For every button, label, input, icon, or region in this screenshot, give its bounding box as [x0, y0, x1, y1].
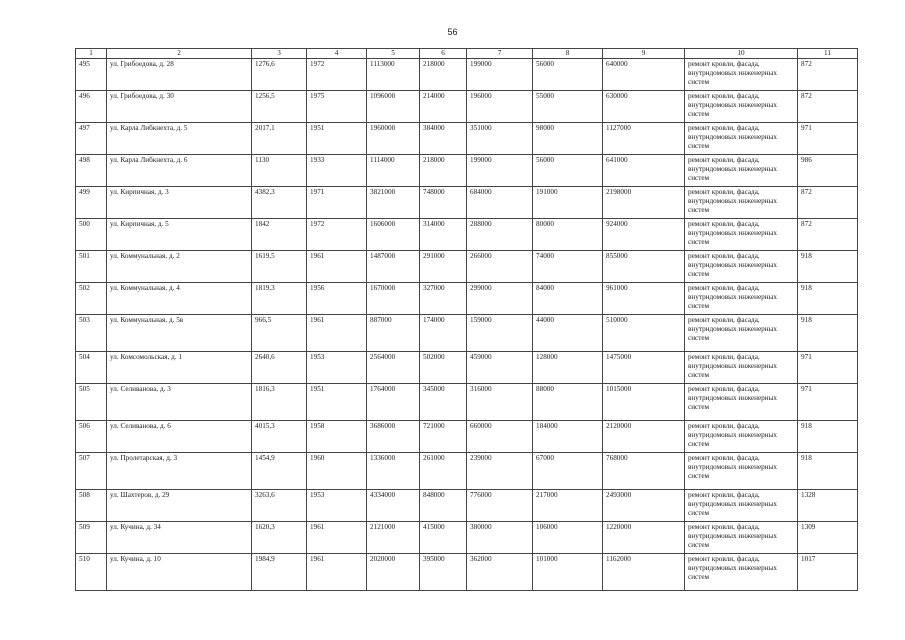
cell-address: ул. Коммунальная, д. 2: [107, 251, 252, 283]
cell-cost-7: 776000: [467, 490, 533, 522]
cell-area: 1816,3: [252, 384, 307, 421]
cell-cost-7: 199000: [467, 155, 533, 187]
cell-rate: 872: [798, 59, 858, 91]
cell-total-cost: 2020000: [367, 554, 420, 591]
cell-year: 1961: [307, 554, 367, 591]
cell-cost-9: 640000: [603, 59, 685, 91]
cell-cost-6: 291000: [420, 251, 467, 283]
column-header-1: 1: [76, 49, 107, 59]
cell-work-type: ремонт кровли, фасада, внутридомовых инженерных систем: [685, 421, 798, 453]
cell-total-cost: 1670000: [367, 283, 420, 315]
cell-cost-9: 961000: [603, 283, 685, 315]
cell-rate: 1328: [798, 490, 858, 522]
cell-cost-8: 88000: [533, 384, 603, 421]
cell-cost-7: 199000: [467, 59, 533, 91]
cell-area: 4015,3: [252, 421, 307, 453]
cell-area: 1619,5: [252, 251, 307, 283]
cell-address: ул. Коммунальная, д. 4: [107, 283, 252, 315]
cell-rate: 971: [798, 384, 858, 421]
cell-address: ул. Селиванова, д. 6: [107, 421, 252, 453]
cell-row-number: 509: [76, 522, 107, 554]
cell-cost-9: 630000: [603, 91, 685, 123]
cell-year: 1951: [307, 123, 367, 155]
header-row: [76, 49, 858, 59]
cell-row-number: 501: [76, 251, 107, 283]
cell-year: 1958: [307, 421, 367, 453]
cell-year: 1975: [307, 91, 367, 123]
cell-year: 1971: [307, 187, 367, 219]
table-row: [76, 283, 858, 315]
cell-rate: 971: [798, 123, 858, 155]
cell-work-type: ремонт кровли, фасада, внутридомовых инженерных систем: [685, 251, 798, 283]
cell-cost-6: 314000: [420, 219, 467, 251]
column-header-10: 10: [685, 49, 798, 59]
cell-work-type: ремонт кровли, фасада, внутридомовых инженерных систем: [685, 219, 798, 251]
cell-cost-6: 415000: [420, 522, 467, 554]
cell-year: 1951: [307, 384, 367, 421]
cell-area: 966,5: [252, 315, 307, 352]
cell-total-cost: 3686000: [367, 421, 420, 453]
table-row: [76, 554, 858, 591]
cell-address: ул. Кирпичная, д. 3: [107, 187, 252, 219]
cell-area: 1454,9: [252, 453, 307, 490]
cell-total-cost: 887000: [367, 315, 420, 352]
cell-address: ул. Пролетарская, д. 3: [107, 453, 252, 490]
cell-cost-8: 80000: [533, 219, 603, 251]
cell-row-number: 506: [76, 421, 107, 453]
cell-cost-8: 67000: [533, 453, 603, 490]
cell-work-type: ремонт кровли, фасада, внутридомовых инженерных систем: [685, 283, 798, 315]
cell-area: 1620,3: [252, 522, 307, 554]
cell-work-type: ремонт кровли, фасада, внутридомовых инженерных систем: [685, 123, 798, 155]
cell-year: 1956: [307, 283, 367, 315]
cell-address: ул. Карла Либкнехта, д. 5: [107, 123, 252, 155]
cell-area: 1256,5: [252, 91, 307, 123]
cell-cost-8: 191000: [533, 187, 603, 219]
column-header-5: 5: [367, 49, 420, 59]
cell-cost-7: 159000: [467, 315, 533, 352]
cell-row-number: 507: [76, 453, 107, 490]
cell-year: 1961: [307, 251, 367, 283]
cell-cost-7: 459000: [467, 352, 533, 384]
cell-work-type: ремонт кровли, фасада, внутридомовых инженерных систем: [685, 155, 798, 187]
cell-area: 1276,6: [252, 59, 307, 91]
table-row: [76, 91, 858, 123]
cell-cost-6: 261000: [420, 453, 467, 490]
cell-row-number: 495: [76, 59, 107, 91]
cell-work-type: ремонт кровли, фасада, внутридомовых инженерных систем: [685, 59, 798, 91]
cell-cost-6: 345000: [420, 384, 467, 421]
cell-cost-9: 855000: [603, 251, 685, 283]
column-header-7: 7: [467, 49, 533, 59]
cell-cost-8: 184000: [533, 421, 603, 453]
table-row: [76, 187, 858, 219]
cell-address: ул. Грибоедова, д. 30: [107, 91, 252, 123]
cell-address: ул. Грибоедова, д. 28: [107, 59, 252, 91]
cell-total-cost: 1113000: [367, 59, 420, 91]
cell-row-number: 499: [76, 187, 107, 219]
cell-cost-6: 327000: [420, 283, 467, 315]
cell-cost-8: 84000: [533, 283, 603, 315]
cell-cost-6: 174000: [420, 315, 467, 352]
table-row: [76, 490, 858, 522]
cell-address: ул. Кучина, д. 34: [107, 522, 252, 554]
table-row: [76, 384, 858, 421]
cell-cost-6: 721000: [420, 421, 467, 453]
cell-cost-8: 98000: [533, 123, 603, 155]
cell-row-number: 500: [76, 219, 107, 251]
cell-cost-6: 218000: [420, 155, 467, 187]
table-row: [76, 421, 858, 453]
cell-address: ул. Селиванова, д. 3: [107, 384, 252, 421]
table-row: [76, 522, 858, 554]
cell-work-type: ремонт кровли, фасада, внутридомовых инженерных систем: [685, 384, 798, 421]
cell-cost-7: 239000: [467, 453, 533, 490]
cell-cost-7: 660000: [467, 421, 533, 453]
cell-row-number: 505: [76, 384, 107, 421]
cell-cost-7: 316000: [467, 384, 533, 421]
cell-rate: 918: [798, 421, 858, 453]
table-row: [76, 123, 858, 155]
cell-rate: 918: [798, 315, 858, 352]
cell-row-number: 496: [76, 91, 107, 123]
cell-cost-6: 748000: [420, 187, 467, 219]
cell-area: 1819,3: [252, 283, 307, 315]
cell-rate: 1017: [798, 554, 858, 591]
cell-area: 1130: [252, 155, 307, 187]
cell-cost-9: 768000: [603, 453, 685, 490]
table-row: [76, 251, 858, 283]
cell-rate: 971: [798, 352, 858, 384]
cell-cost-6: 848000: [420, 490, 467, 522]
cell-cost-8: 128000: [533, 352, 603, 384]
cell-rate: 918: [798, 453, 858, 490]
cell-rate: 918: [798, 283, 858, 315]
cell-cost-7: 351000: [467, 123, 533, 155]
cell-cost-7: 288000: [467, 219, 533, 251]
cell-work-type: ремонт кровли, фасада, внутридомовых инженерных систем: [685, 522, 798, 554]
cell-cost-8: 44000: [533, 315, 603, 352]
cell-rate: 1309: [798, 522, 858, 554]
cell-cost-9: 2493000: [603, 490, 685, 522]
cell-cost-9: 510000: [603, 315, 685, 352]
cell-work-type: ремонт кровли, фасада, внутридомовых инженерных систем: [685, 490, 798, 522]
column-header-9: 9: [603, 49, 685, 59]
cell-total-cost: 1764000: [367, 384, 420, 421]
cell-cost-9: 1015000: [603, 384, 685, 421]
cell-area: 4382,3: [252, 187, 307, 219]
cell-year: 1953: [307, 490, 367, 522]
cell-area: 1984,9: [252, 554, 307, 591]
cell-rate: 872: [798, 219, 858, 251]
cell-work-type: ремонт кровли, фасада, внутридомовых инженерных систем: [685, 554, 798, 591]
column-header-8: 8: [533, 49, 603, 59]
cell-total-cost: 1606000: [367, 219, 420, 251]
cell-row-number: 510: [76, 554, 107, 591]
table-row: [76, 155, 858, 187]
table-header: [76, 49, 858, 59]
cell-year: 1960: [307, 453, 367, 490]
cell-cost-9: 1220000: [603, 522, 685, 554]
cell-year: 1933: [307, 155, 367, 187]
cell-address: ул. Кирпичная, д. 5: [107, 219, 252, 251]
column-header-6: 6: [420, 49, 467, 59]
cell-cost-9: 924000: [603, 219, 685, 251]
cell-area: 2640,6: [252, 352, 307, 384]
cell-work-type: ремонт кровли, фасада, внутридомовых инженерных систем: [685, 315, 798, 352]
cell-cost-7: 362000: [467, 554, 533, 591]
cell-row-number: 498: [76, 155, 107, 187]
cell-cost-6: 395000: [420, 554, 467, 591]
cell-row-number: 504: [76, 352, 107, 384]
cell-cost-6: 218000: [420, 59, 467, 91]
cell-total-cost: 1096000: [367, 91, 420, 123]
table-body: [76, 59, 858, 591]
cell-work-type: ремонт кровли, фасада, внутридомовых инженерных систем: [685, 453, 798, 490]
cell-cost-9: 1475000: [603, 352, 685, 384]
cell-address: ул. Шахтеров, д. 29: [107, 490, 252, 522]
cell-cost-8: 106000: [533, 522, 603, 554]
cell-address: ул. Кучина, д. 10: [107, 554, 252, 591]
cell-cost-6: 384000: [420, 123, 467, 155]
cell-cost-9: 641000: [603, 155, 685, 187]
cell-total-cost: 3821000: [367, 187, 420, 219]
cell-cost-9: 2120000: [603, 421, 685, 453]
table-row: [76, 219, 858, 251]
data-table: [75, 48, 858, 591]
cell-cost-8: 55000: [533, 91, 603, 123]
table-row: [76, 315, 858, 352]
cell-rate: 872: [798, 91, 858, 123]
table-row: [76, 352, 858, 384]
cell-year: 1953: [307, 352, 367, 384]
cell-cost-8: 74000: [533, 251, 603, 283]
cell-cost-6: 502000: [420, 352, 467, 384]
table-row: [76, 453, 858, 490]
table-row: [76, 59, 858, 91]
cell-row-number: 502: [76, 283, 107, 315]
column-header-4: 4: [307, 49, 367, 59]
cell-total-cost: 2121000: [367, 522, 420, 554]
cell-cost-9: 1127000: [603, 123, 685, 155]
cell-work-type: ремонт кровли, фасада, внутридомовых инженерных систем: [685, 352, 798, 384]
cell-work-type: ремонт кровли, фасада, внутридомовых инженерных систем: [685, 91, 798, 123]
cell-area: 2017,1: [252, 123, 307, 155]
cell-year: 1961: [307, 522, 367, 554]
cell-rate: 986: [798, 155, 858, 187]
cell-year: 1961: [307, 315, 367, 352]
cell-address: ул. Коммунальная, д. 5в: [107, 315, 252, 352]
cell-area: 1842: [252, 219, 307, 251]
column-header-3: 3: [252, 49, 307, 59]
cell-total-cost: 2564000: [367, 352, 420, 384]
cell-cost-8: 56000: [533, 59, 603, 91]
cell-cost-6: 214000: [420, 91, 467, 123]
page-number: 56: [447, 27, 458, 37]
cell-total-cost: 1114000: [367, 155, 420, 187]
cell-address: ул. Карла Либкнехта, д. 6: [107, 155, 252, 187]
cell-address: ул. Комсомольская, д. 1: [107, 352, 252, 384]
cell-rate: 918: [798, 251, 858, 283]
cell-cost-7: 380000: [467, 522, 533, 554]
cell-cost-9: 2198000: [603, 187, 685, 219]
cell-rate: 872: [798, 187, 858, 219]
cell-row-number: 503: [76, 315, 107, 352]
cell-cost-7: 684000: [467, 187, 533, 219]
cell-cost-9: 1162000: [603, 554, 685, 591]
cell-cost-7: 196000: [467, 91, 533, 123]
cell-year: 1972: [307, 59, 367, 91]
column-header-11: 11: [798, 49, 858, 59]
cell-total-cost: 4334000: [367, 490, 420, 522]
column-header-2: 2: [107, 49, 252, 59]
cell-cost-7: 266000: [467, 251, 533, 283]
cell-row-number: 508: [76, 490, 107, 522]
cell-area: 3263,6: [252, 490, 307, 522]
cell-cost-7: 299000: [467, 283, 533, 315]
cell-total-cost: 1960000: [367, 123, 420, 155]
cell-row-number: 497: [76, 123, 107, 155]
cell-cost-8: 217000: [533, 490, 603, 522]
cell-cost-8: 56000: [533, 155, 603, 187]
cell-cost-8: 101000: [533, 554, 603, 591]
cell-work-type: ремонт кровли, фасада, внутридомовых инженерных систем: [685, 187, 798, 219]
cell-total-cost: 1487000: [367, 251, 420, 283]
cell-total-cost: 1336000: [367, 453, 420, 490]
cell-year: 1972: [307, 219, 367, 251]
